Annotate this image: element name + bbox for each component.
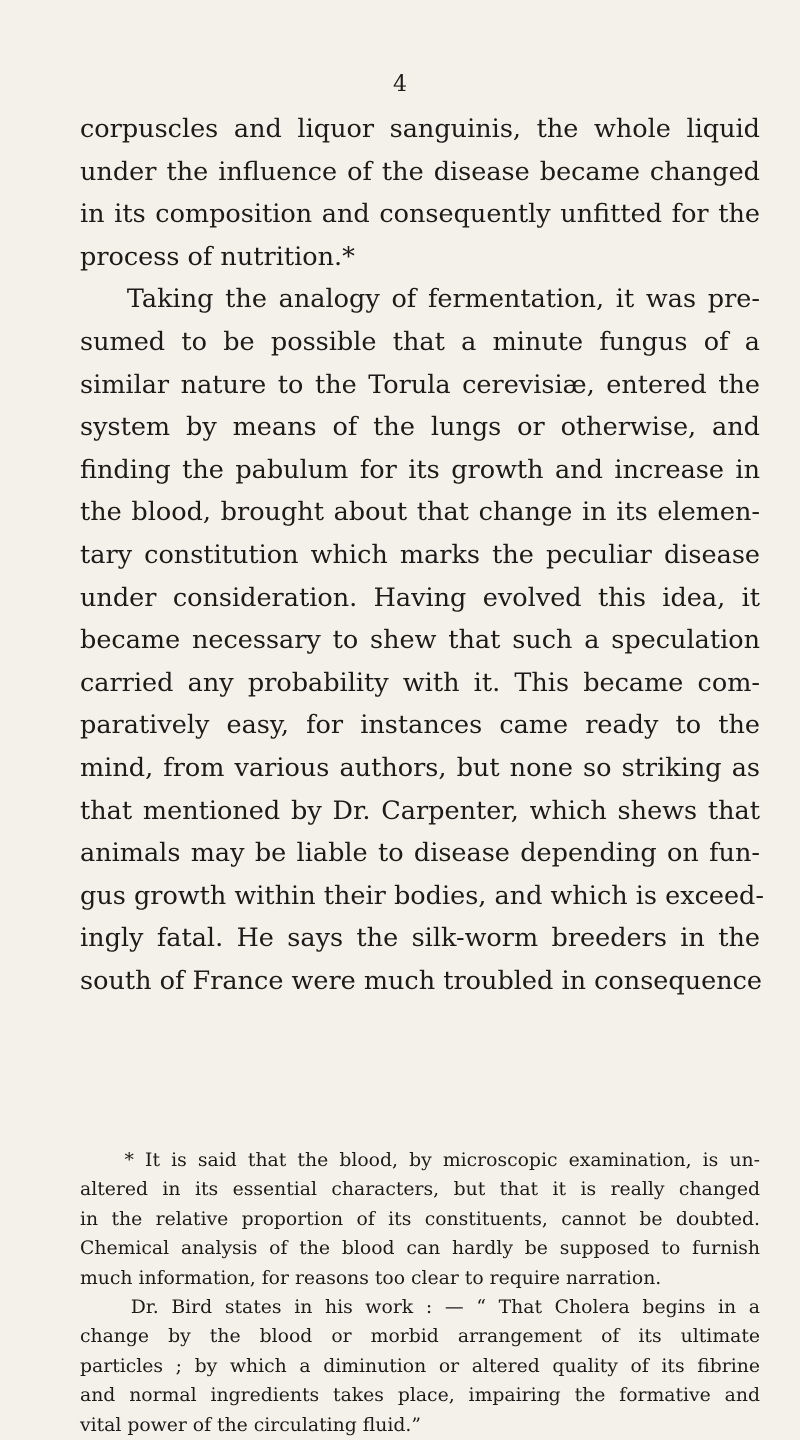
body-line: under consideration. Having evolved this idea, it — [80, 582, 760, 613]
footnote-line: change by the blood or morbid arrangement of its ultimate — [80, 1326, 760, 1348]
footnote-line: vital power of the circulating fluid.” — [80, 1414, 421, 1436]
body-text — [80, 108, 764, 1002]
footnote-line: particles ; by which a diminution or altered quality of its fibrine — [80, 1355, 760, 1377]
body-line: gus growth within their bodies, and which is exceed- — [80, 880, 764, 911]
body-line: the blood, brought about that change in its elemen- — [80, 497, 760, 528]
body-line: process of nutrition.* — [80, 241, 355, 272]
body-line: ingly fatal. He says the silk-worm breeders in the — [80, 923, 760, 954]
body-line: carried any probability with it. This became com- — [80, 667, 760, 698]
body-line: corpuscles and liquor sanguinis, the whole liquid — [80, 114, 760, 144]
footnote-line: Chemical analysis of the blood can hardly be supposed to furnish — [80, 1238, 760, 1260]
body-line: system by means of the lungs or otherwise, and — [80, 412, 760, 443]
footnote-line: * It is said that the blood, by microscopic examination, is un- — [80, 1150, 760, 1171]
page-number: 4 — [393, 72, 407, 97]
body-line: paratively easy, for instances came ready to the — [80, 710, 760, 741]
body-line: similar nature to the Torula cerevisiæ, entered the — [80, 369, 760, 400]
body-line: became necessary to shew that such a speculation — [80, 625, 760, 656]
body-line: animals may be liable to disease depending on fun- — [80, 838, 760, 869]
body-line: under the influence of the disease became changed — [80, 156, 760, 187]
footnote-line: in the relative proportion of its constituents, cannot be doubted. — [80, 1208, 760, 1230]
body-line: Taking the analogy of fermentation, it was pre- — [80, 284, 760, 315]
footnote-line: Dr. Bird states in his work : — “ That Cholera begins in a — [80, 1297, 760, 1319]
footnote-line: much information, for reasons too clear to require narration. — [80, 1267, 662, 1289]
body-line: south of France were much troubled in consequence — [80, 965, 763, 996]
body-line: tary constitution which marks the peculiar disease — [80, 539, 760, 570]
footnote — [80, 1146, 760, 1440]
body-line: in its composition and consequently unfitted for the — [80, 199, 760, 230]
body-line: sumed to be possible that a minute fungus of a — [80, 326, 760, 357]
footnote-line: altered in its essential characters, but that it is really changed — [80, 1179, 760, 1201]
body-line: finding the pabulum for its growth and increase in — [80, 454, 760, 485]
body-line: that mentioned by Dr. Carpenter, which shews that — [80, 795, 760, 826]
footnote-line: and normal ingredients takes place, impairing the formative and — [80, 1385, 760, 1407]
body-line: mind, from various authors, but none so striking as — [80, 752, 760, 783]
